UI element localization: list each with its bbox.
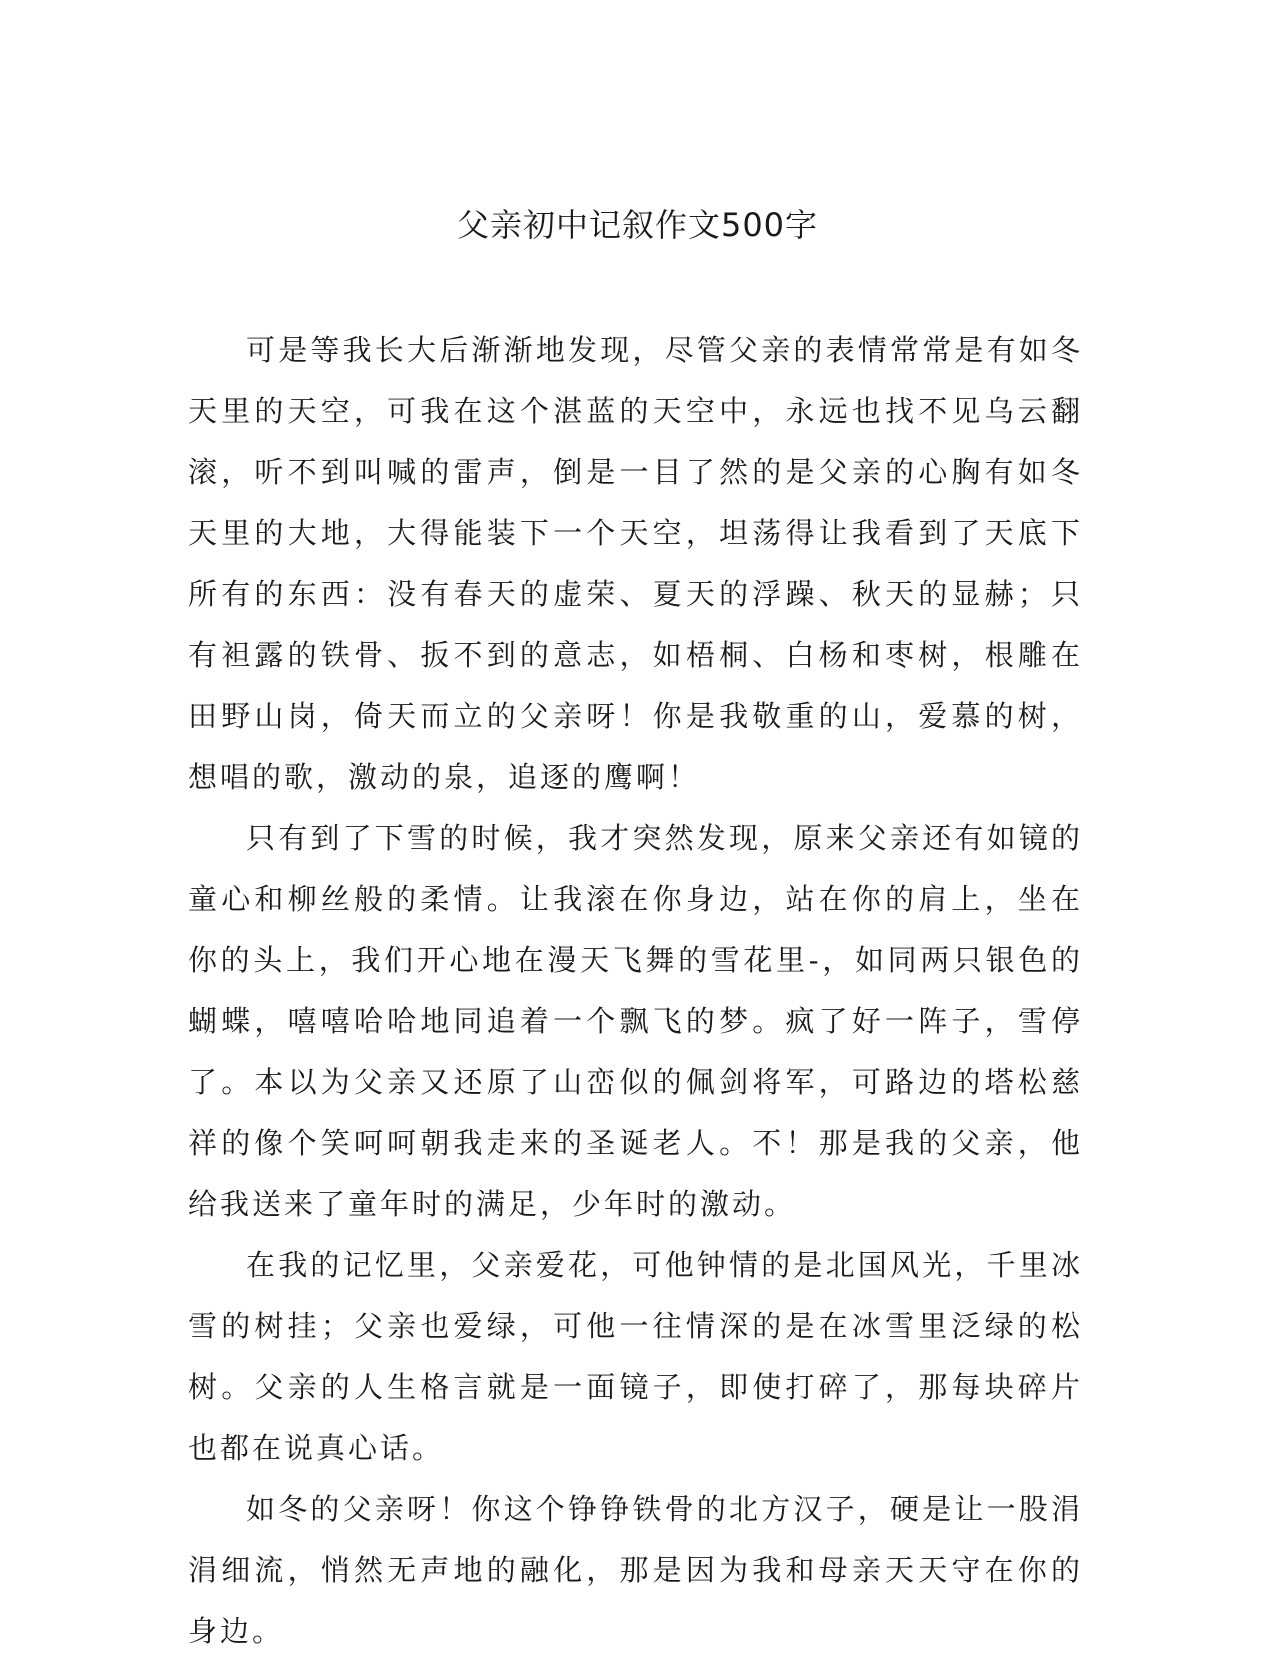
paragraph-2: 只有到了下雪的时候，我才突然发现，原来父亲还有如镜的童心和柳丝般的柔情。让我滚在你身边，站在你的肩上，坐在你的头上，我们开心地在漫天飞舞的雪花里-，如同两只银色的蝴蝶，嘻嘻哈哈地同追着一个飘飞的梦。疯了好一阵子，雪停了。本以为父亲又还原了山峦似的佩剑将军，可路边的塔松慈祥的像个笑呵呵朝我走来的圣诞老人。不！那是我的父亲，他给我送来了童年时的满足，少年时的激动。 [188,821,1083,1221]
paragraph-1: 可是等我长大后渐渐地发现，尽管父亲的表情常常是有如冬天里的天空，可我在这个湛蓝的天空中，永远也找不见乌云翻滚，听不到叫喊的雷声，倒是一目了然的是父亲的心胸有如冬天里的大地，大得能装下一个天空，坦荡得让我看到了天底下所有的东西：没有春天的虚荣、夏天的浮躁、秋天的显赫；只有袒露的铁骨、扳不到的意志，如梧桐、白杨和枣树，根雕在田野山岗，倚天而立的父亲呀！你是我敬重的山，爱慕的树，想唱的歌，激动的泉，追逐的鹰啊！ [188,333,1083,794]
paragraph-4: 如冬的父亲呀！你这个铮铮铁骨的北方汉子，硬是让一股涓涓细流，悄然无声地的融化，那是因为我和母亲天天守在你的身边。 [188,1492,1083,1648]
document-body [188,320,1083,1662]
document-title: 父亲初中记叙作文500字 [456,206,819,244]
paragraph-3: 在我的记忆里，父亲爱花，可他钟情的是北国风光，千里冰雪的树挂；父亲也爱绿，可他一往情深的是在冰雪里泛绿的松树。父亲的人生格言就是一面镜子，即使打碎了，那每块碎片也都在说真心话。 [188,1248,1083,1465]
